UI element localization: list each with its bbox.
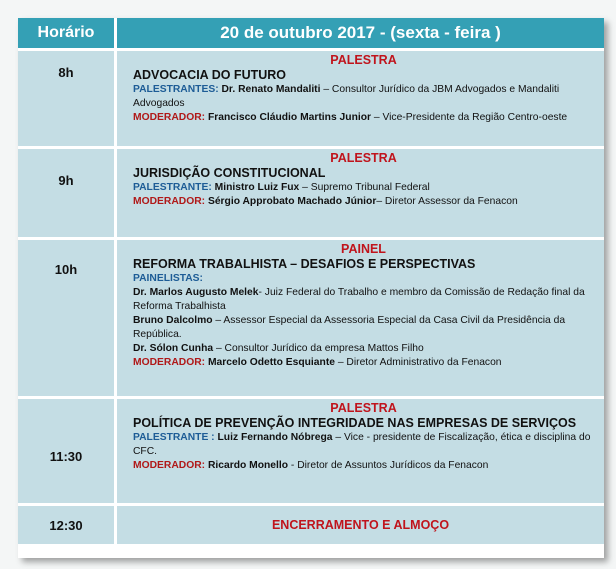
session-type: PALESTRA [330,53,397,67]
panelist-line [133,342,594,356]
moderator-label: MODERADOR: [133,196,206,207]
speakers-line [133,431,594,459]
session-type: PAINEL [341,242,386,256]
header-time: Horário [18,18,114,48]
time-cell: 11:30 [18,399,114,503]
panelists-label: PAINELISTAS: [133,273,203,284]
panelist-line [133,314,594,342]
moderator-role: – Vice-Presidente da Região Centro-oeste [371,112,568,123]
speaker-name: Ministro Luiz Fux [214,182,300,193]
speaker-role: – Vice - presidente de Fiscalização, ética e disciplina do CFC. [133,432,591,457]
speakers-label: PALESTRANTE : [133,432,215,443]
speakers-line [133,181,594,195]
moderator-role: – Diretor Administrativo da Fenacon [334,357,502,368]
session-title: JURISDIÇÃO CONSTITUCIONAL [133,166,326,180]
time-cell: 9h [18,149,114,237]
panelist-line [133,286,594,314]
moderator-name: Ricardo Monello [207,460,289,471]
session-title: REFORMA TRABALHISTA – DESAFIOS E PERSPECTIVAS [133,257,476,271]
speakers-label: PALESTRANTES: [133,84,219,95]
speaker-role: – Consultor Jurídico da JBM Advogados e Mandaliti Advogados [133,84,560,109]
moderator-label: MODERADOR: [133,112,206,123]
moderator-role: – Diretor Assessor da Fenacon [376,196,518,207]
header-date: 20 de outubro 2017 - (sexta - feira ) [117,18,604,48]
moderator-line [133,111,594,125]
time-cell: 8h [18,51,114,146]
session-cell [117,399,604,503]
panelist-name: Dr. Sólon Cunha [133,343,214,354]
session-cell [117,149,604,237]
session-cell [117,240,604,396]
session-type: PALESTRA [330,401,397,415]
moderator-name: Francisco Cláudio Martins Junior [207,112,372,123]
time-cell: 10h [18,240,114,396]
speaker-role: – Supremo Tribunal Federal [299,182,430,193]
moderator-label: MODERADOR: [133,460,206,471]
session-title: POLÍTICA DE PREVENÇÃO INTEGRIDADE NAS EMPRESAS DE SERVIÇOS [133,416,577,430]
panelist-role: – Assessor Especial da Assessoria Especial da Casa Civil da Presidência da República. [133,315,566,340]
speakers-label: PALESTRANTE: [133,182,212,193]
session-type: PALESTRA [330,151,397,165]
time-cell: 12:30 [18,506,114,544]
speakers-line [133,83,594,111]
panelist-name: Bruno Dalcolmo [133,315,213,326]
closing-label: ENCERRAMENTO E ALMOÇO [117,506,604,544]
panelist-name: Dr. Marlos Augusto Melek [133,287,259,298]
moderator-name: Marcelo Odetto Esquiante [207,357,335,368]
moderator-role: - Diretor de Assuntos Jurídicos da Fenacon [288,460,489,471]
moderator-line [133,195,594,209]
speaker-name: Luiz Fernando Nóbrega [217,432,333,443]
moderator-label: MODERADOR: [133,357,206,368]
moderator-name: Sérgio Approbato Machado Júnior [207,196,377,207]
speaker-name: Dr. Renato Mandaliti [221,84,321,95]
panelist-role: – Consultor Jurídico da empresa Mattos Filho [213,343,424,354]
panelist-role: - Juiz Federal do Trabalho e membro da Comissão de Redação final da Reforma Trabalhista [133,287,585,312]
schedule-table [18,18,604,558]
moderator-line [133,356,594,370]
moderator-line [133,459,594,473]
session-title: ADVOCACIA DO FUTURO [133,68,287,82]
session-cell [117,51,604,146]
